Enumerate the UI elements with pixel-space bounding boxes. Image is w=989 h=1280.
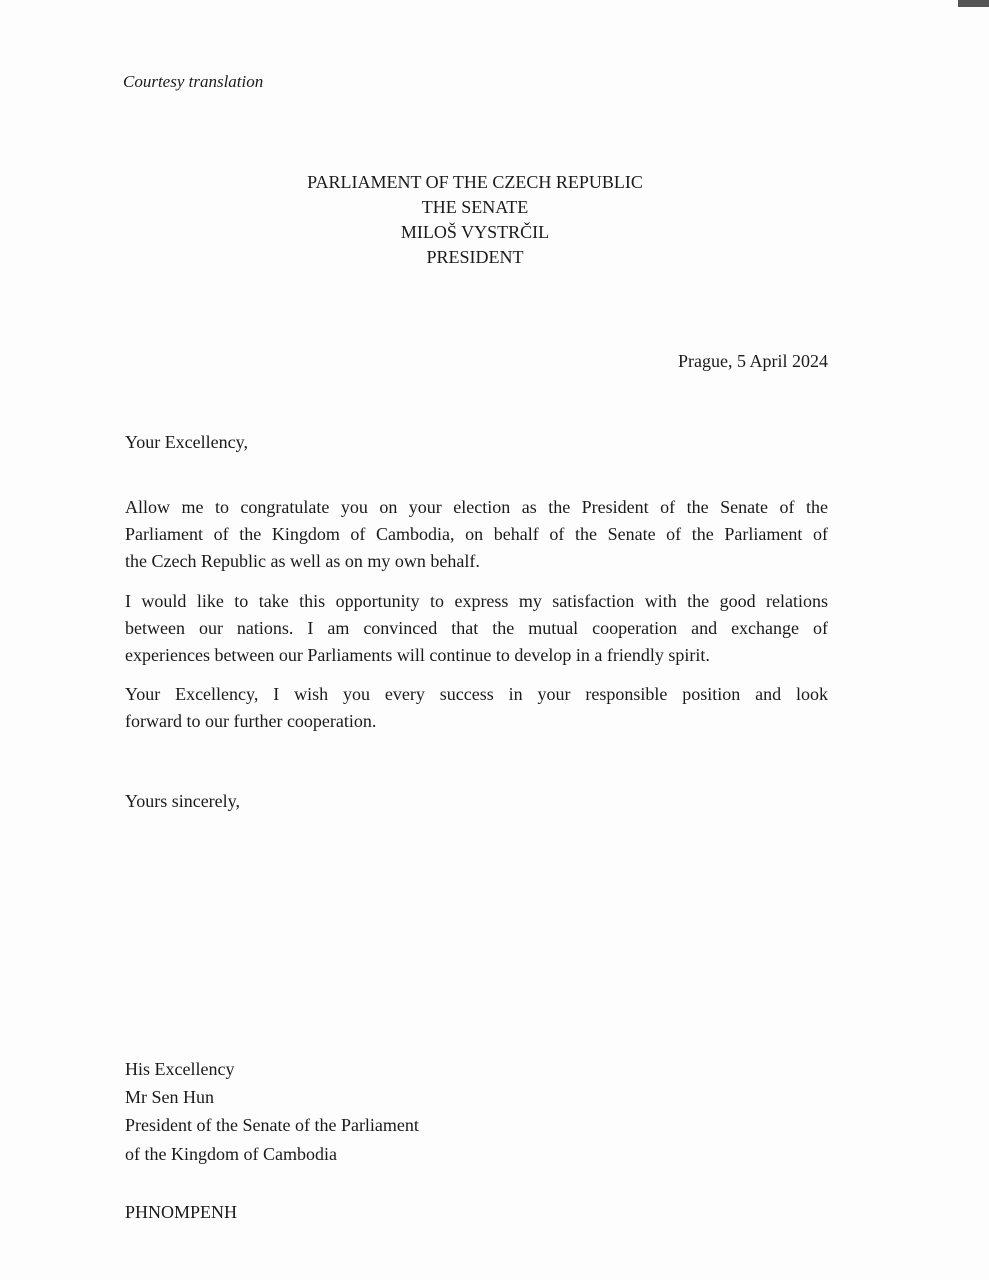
closing: Yours sincerely,: [125, 791, 240, 811]
paragraph-wishes: [125, 681, 828, 735]
scan-edge-mark: [958, 0, 989, 7]
addressee-line: President of the Senate of the Parliament: [125, 1115, 419, 1135]
text-line: between our nations. I am convinced that the mutual cooperation and exchange of: [125, 618, 828, 638]
addressee-city: PHNOMPENH: [125, 1202, 238, 1222]
salutation: Your Excellency,: [125, 432, 248, 452]
text-line: the Czech Republic as well as on my own behalf.: [125, 551, 480, 571]
text-line: Your Excellency, I wish you every success in your responsible position and look: [125, 684, 828, 704]
text-line: Allow me to congratulate you on your election as the President of the Senate of the: [125, 497, 828, 517]
letterhead-senate: THE SENATE: [421, 197, 529, 217]
addressee-line: of the Kingdom of Cambodia: [125, 1144, 337, 1164]
text-line: Parliament of the Kingdom of Cambodia, on behalf of the Senate of the Parliament of: [125, 524, 828, 544]
text-line: forward to our further cooperation.: [125, 711, 377, 731]
letterhead-parliament: PARLIAMENT OF THE CZECH REPUBLIC: [307, 172, 643, 192]
letterhead-title: PRESIDENT: [426, 247, 524, 267]
letterhead-name: MILOŠ VYSTRČIL: [400, 222, 550, 242]
addressee-line: Mr Sen Hun: [125, 1087, 214, 1107]
addressee-line: His Excellency: [125, 1059, 235, 1079]
date-line: Prague, 5 April 2024: [678, 351, 828, 371]
paragraph-relations: [125, 588, 828, 669]
text-line: I would like to take this opportunity to express my satisfaction with the good relations: [125, 591, 828, 611]
text-line: experiences between our Parliaments will continue to develop in a friendly spirit.: [125, 645, 710, 665]
paragraph-congratulation: [125, 494, 828, 575]
courtesy-note: Courtesy translation: [123, 72, 264, 91]
